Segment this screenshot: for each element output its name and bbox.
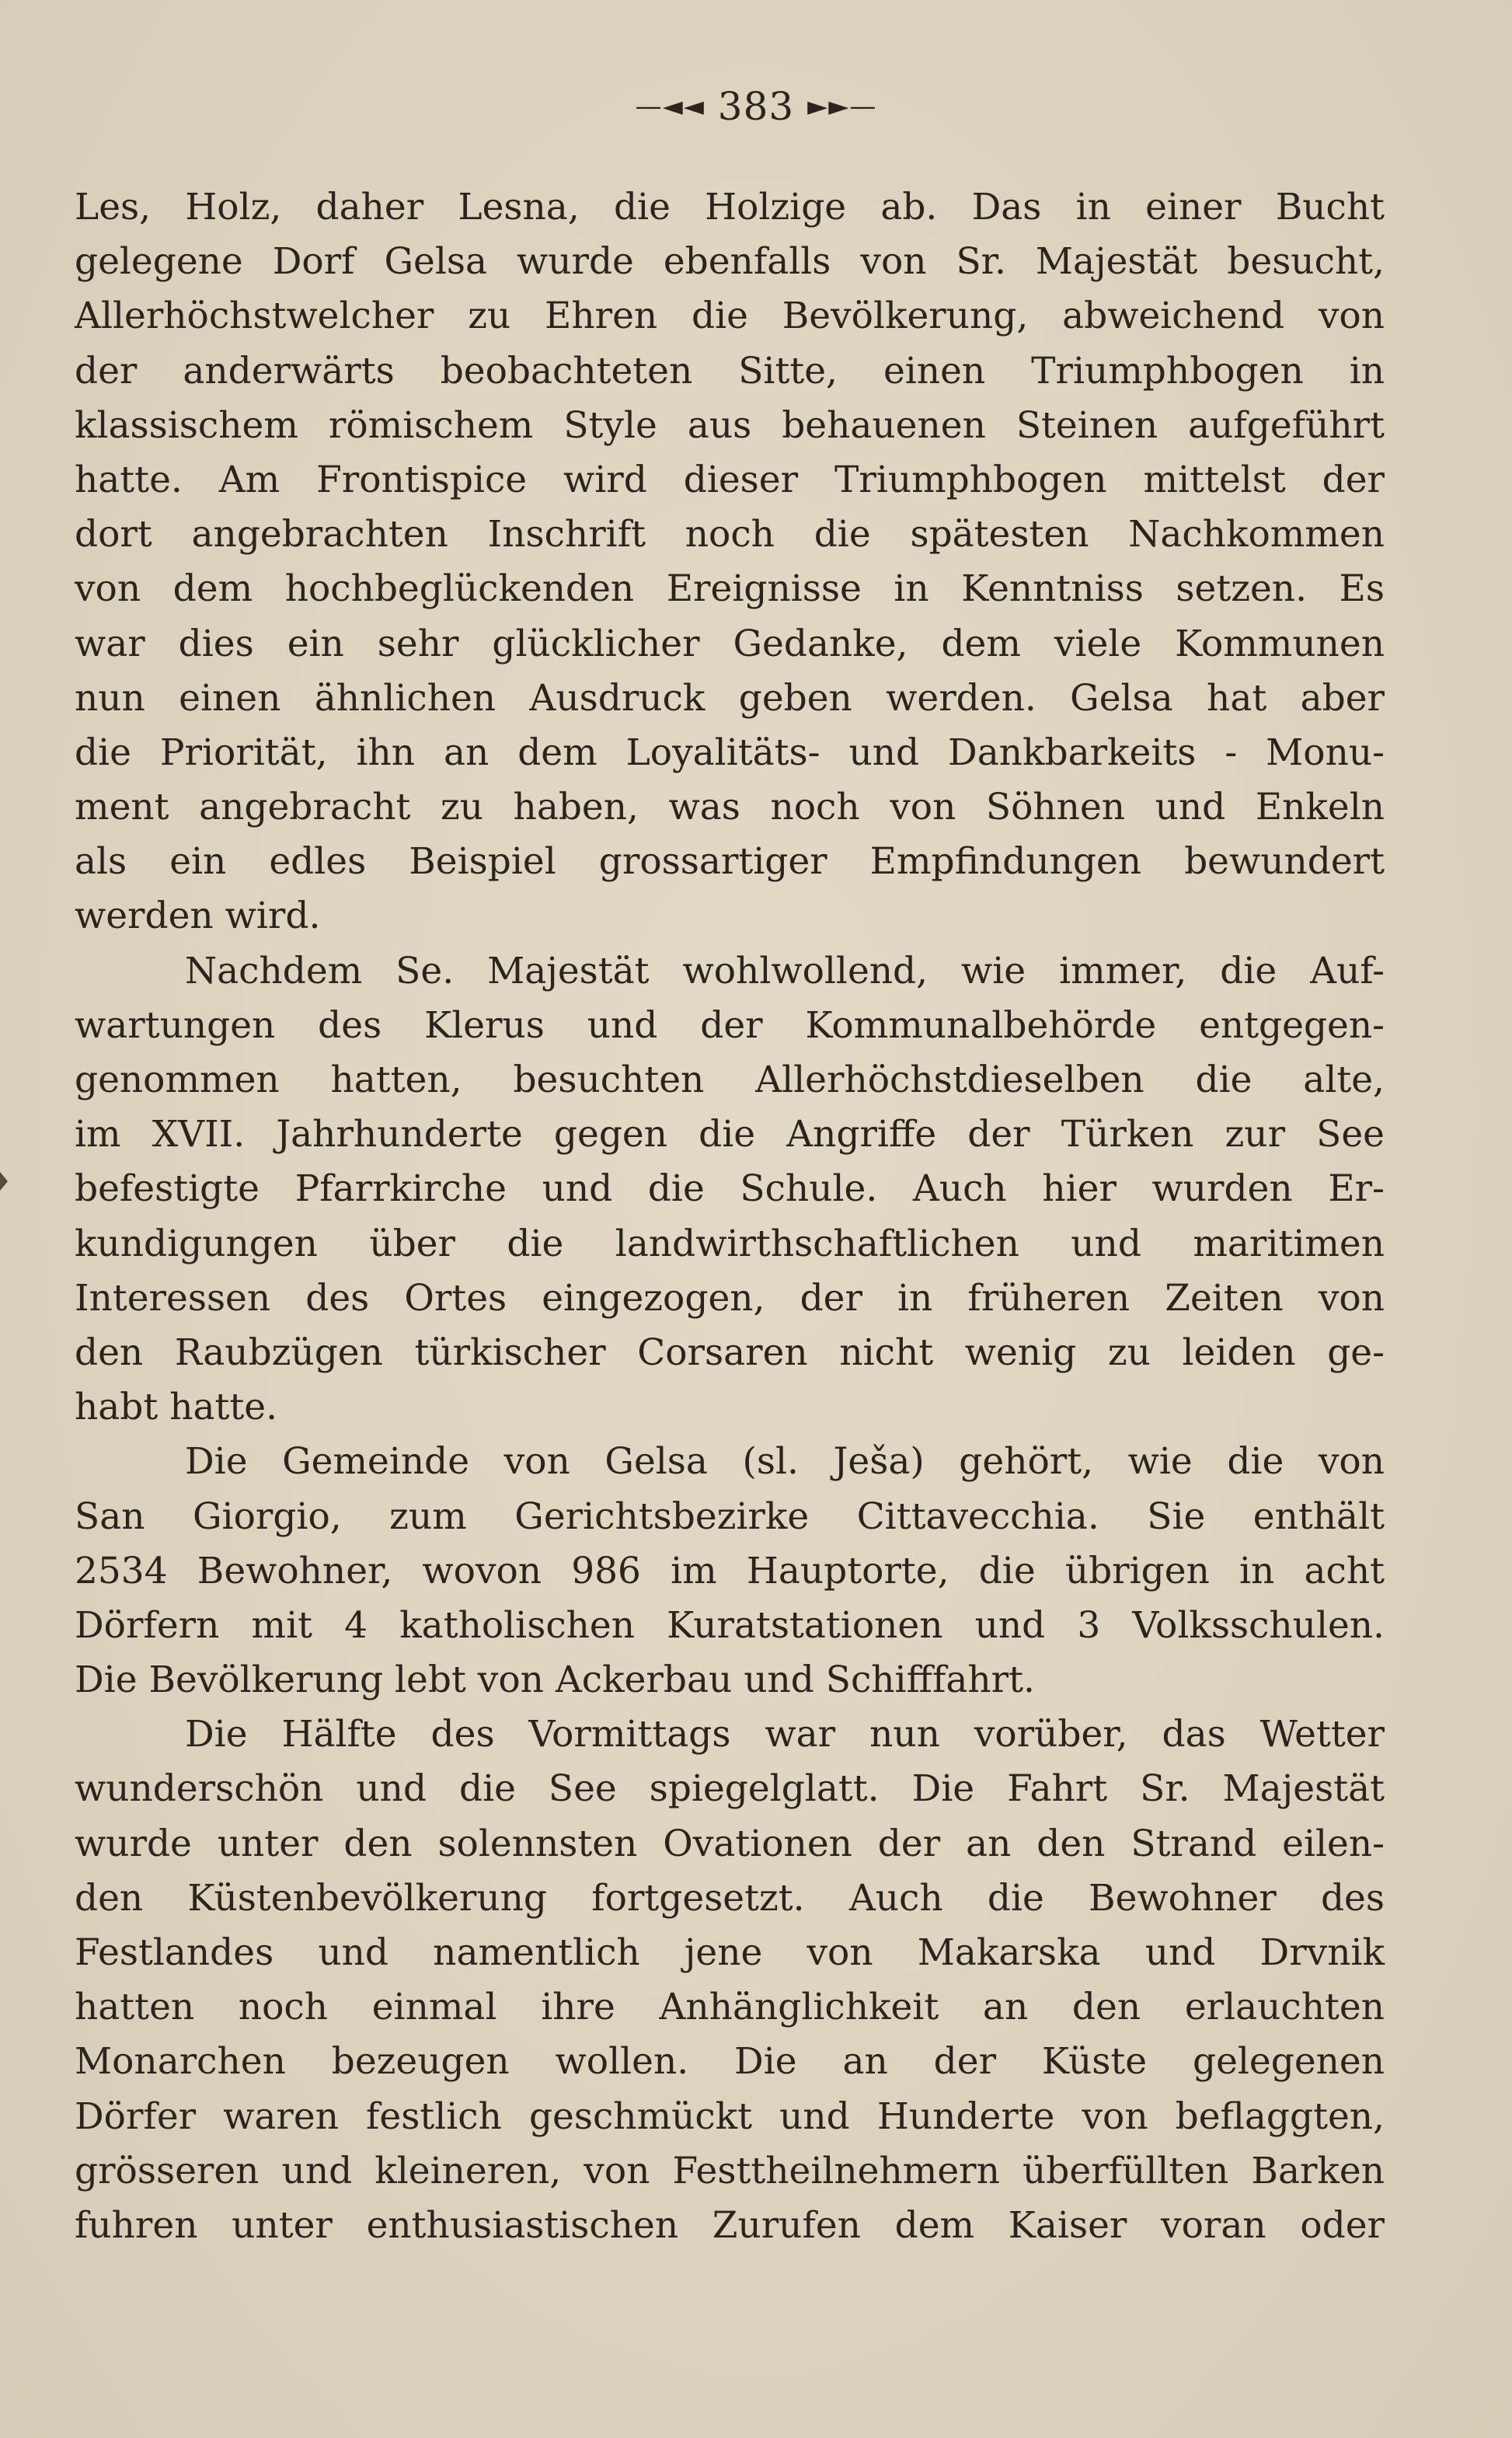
text-line: Interessen des Ortes eingezogen, der in früheren Zeiten von xyxy=(75,1276,1385,1320)
text-line: die Priorität, ihn an dem Loyalitäts- und Dankbarkeits - Monu- xyxy=(75,731,1385,774)
text-line: Festlandes und namentlich jene von Makarska und Drvnik xyxy=(75,1931,1385,1974)
text-line: gelegene Dorf Gelsa wurde ebenfalls von Sr. Majestät besucht, xyxy=(75,240,1385,284)
text-line: dort angebrachten Inschrift noch die spätesten Nachkommen xyxy=(75,513,1385,556)
text-line: Die Gemeinde von Gelsa (sl. Ješa) gehört, wie die von xyxy=(185,1440,1385,1484)
body-text xyxy=(75,180,1385,2253)
text-line: genommen hatten, besuchten Allerhöchstdieselben die alte, xyxy=(75,1059,1385,1101)
right-ornament-icon: ►►— xyxy=(807,91,877,122)
text-line: kundigungen über die landwirthschaftlichen und maritimen xyxy=(75,1222,1385,1265)
text-line: wunderschön und die See spiegelglatt. Die Fahrt Sr. Majestät xyxy=(75,1767,1385,1811)
page-number: 383 xyxy=(717,84,795,129)
text-line: 2534 Bewohner, wovon 986 im Hauptorte, die übrigen in acht xyxy=(75,1549,1385,1592)
text-line: nun einen ähnlichen Ausdruck geben werden. Gelsa hat aber xyxy=(75,676,1385,720)
paragraph xyxy=(75,1707,1385,2253)
text-line: wurde unter den solennsten Ovationen der an den Strand eilen- xyxy=(75,1822,1385,1865)
text-line: hatten noch einmal ihre Anhänglichkeit an den erlauchten xyxy=(75,1986,1385,2029)
text-line: der anderwärts beobachteten Sitte, einen Triumphbogen in xyxy=(75,349,1385,392)
text-line: Dörfern mit 4 katholischen Kuratstationen und 3 Volksschulen. xyxy=(75,1603,1385,1647)
text-line: Allerhöchstwelcher zu Ehren die Bevölkerung, abweichend von xyxy=(75,295,1385,338)
text-line: im XVII. Jahrhunderte gegen die Angriffe der Türken zur See xyxy=(75,1113,1385,1156)
text-line: den Küstenbevölkerung fortgesetzt. Auch die Bewohner des xyxy=(75,1876,1385,1920)
text-line: Dörfer waren festlich geschmückt und Hunderte von beflaggten, xyxy=(75,2094,1385,2138)
text-line: Die Bevölkerung lebt von Ackerbau und Schifffahrt. xyxy=(75,1658,1035,1702)
text-line: Monarchen bezeugen wollen. Die an der Küste gelegenen xyxy=(75,2040,1385,2084)
text-line: ment angebracht zu haben, was noch von Söhnen und Enkeln xyxy=(75,786,1385,829)
text-line: grösseren und kleineren, von Festtheilnehmern überfüllten Barken xyxy=(75,2149,1385,2192)
paragraph xyxy=(75,1435,1385,1707)
left-ornament-icon: —◄◄ xyxy=(635,91,705,122)
text-line: von dem hochbeglückenden Ereignisse in Kenntniss setzen. Es xyxy=(75,567,1385,611)
text-line: San Giorgio, zum Gerichtsbezirke Cittavecchia. Sie enthält xyxy=(75,1495,1385,1538)
text-line: Nachdem Se. Majestät wohlwollend, wie immer, die Auf- xyxy=(185,949,1385,992)
text-line: hatte. Am Frontispice wird dieser Triumphbogen mittelst der xyxy=(75,458,1385,501)
text-line: war dies ein sehr glücklicher Gedanke, dem viele Kommunen xyxy=(75,622,1385,665)
text-line: befestigte Pfarrkirche und die Schule. Auch hier wurden Er- xyxy=(75,1167,1385,1211)
text-line: Die Hälfte des Vormittags war nun vorüber, das Wetter xyxy=(185,1713,1385,1756)
text-line: klassischem römischem Style aus behauenen Steinen aufgeführt xyxy=(75,403,1385,447)
paragraph xyxy=(75,944,1385,1435)
text-line: fuhren unter enthusiastischen Zurufen dem Kaiser voran oder xyxy=(75,2203,1385,2247)
text-line: den Raubzügen türkischer Corsaren nicht wenig zu leiden ge- xyxy=(75,1331,1385,1374)
page-header xyxy=(0,84,1512,129)
text-line: habt hatte. xyxy=(75,1386,278,1429)
text-line: werden wird. xyxy=(75,895,321,938)
text-line: als ein edles Beispiel grossartiger Empfindungen bewundert xyxy=(75,840,1385,884)
text-line: Les, Holz, daher Lesna, die Holzige ab. Das in einer Bucht xyxy=(75,186,1385,228)
margin-marker-icon xyxy=(0,1172,8,1191)
paragraph xyxy=(75,180,1385,944)
text-line: wartungen des Klerus und der Kommunalbehörde entgegen- xyxy=(75,1003,1385,1047)
